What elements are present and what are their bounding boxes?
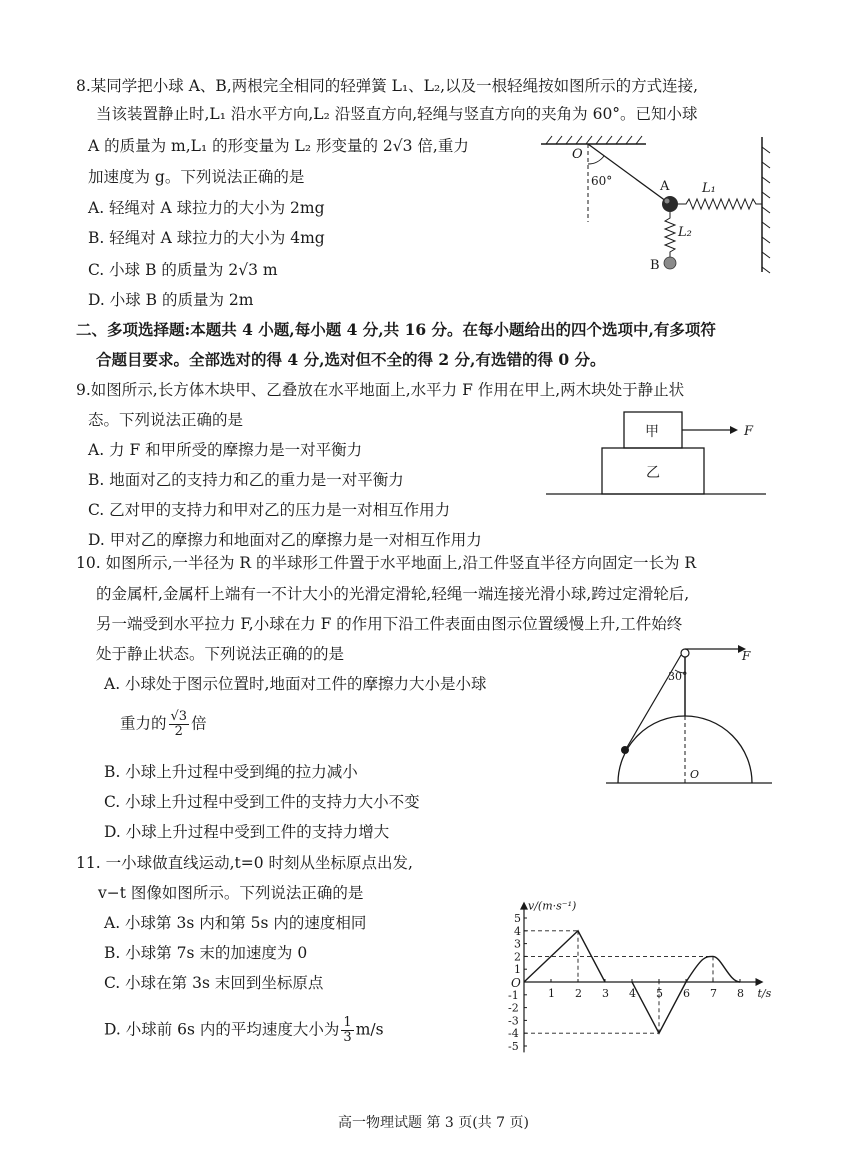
q8-stem-line4: 加速度为 g。下列说法正确的是 (88, 168, 305, 186)
q10-hemisphere-diagram (604, 640, 784, 790)
q9-fig-label-bottom-block: 乙 (646, 465, 660, 481)
x-axis-label: t/s (757, 987, 772, 1000)
q11-option-d-fraction (341, 1016, 353, 1045)
y-tick-label: -1 (508, 988, 519, 1002)
q8-fig-label-a: A (660, 179, 670, 194)
q10-option-d: D. 小球上升过程中受到工件的支持力增大 (104, 823, 390, 841)
q11-stem-line2: v−t 图像如图所示。下列说法正确的是 (98, 884, 364, 902)
origin-label: O (511, 976, 521, 990)
y-tick-label: -2 (508, 1001, 519, 1015)
y-tick-label: -4 (508, 1027, 519, 1041)
q10-option-c: C. 小球上升过程中受到工件的支持力大小不变 (104, 793, 420, 811)
y-axis-label: v/(m·s⁻¹) (528, 899, 577, 913)
q9-option-a: A. 力 F 和甲所受的摩擦力是一对平衡力 (88, 441, 363, 459)
q8-stem-line3: A 的质量为 m,L₁ 的形变量为 L₂ 形变量的 2√3 倍,重力 (88, 137, 469, 155)
q11-vt-chart (500, 852, 790, 1092)
q8-option-d: D. 小球 B 的质量为 2m (88, 291, 254, 309)
q9-stem-line1: 9.如图所示,长方体木块甲、乙叠放在水平地面上,水平力 F 作用在甲上,两木块处于静止状 (76, 381, 685, 399)
x-tick-label: 1 (548, 987, 555, 1000)
q10-option-a-line2 (120, 710, 207, 739)
q10-stem-line3: 另一端受到水平拉力 F,小球在力 F 的作用下沿工件表面由图示位置缓慢上升,工件始终 (96, 615, 683, 633)
q11-fraction-numerator: 1 (343, 1015, 352, 1030)
q10-stem-line2: 的金属杆,金属杆上端有一不计大小的光滑定滑轮,轻绳一端连接光滑小球,跨过定滑轮后, (96, 585, 690, 603)
q8-option-b: B. 轻绳对 A 球拉力的大小为 4mg (88, 229, 325, 247)
q10-fraction-denominator: 2 (174, 724, 183, 739)
x-tick-label: 6 (683, 987, 690, 1000)
q8-option-c: C. 小球 B 的质量为 2√3 m (88, 261, 278, 279)
x-tick-label: 2 (575, 987, 582, 1000)
q8-spring-diagram (536, 132, 776, 277)
q9-fig-label-top-block: 甲 (645, 424, 659, 440)
q8-option-a: A. 轻绳对 A 球拉力的大小为 2mg (88, 199, 325, 217)
series-segment-line (524, 931, 605, 982)
y-tick-label: -5 (508, 1040, 519, 1053)
y-tick-label: 3 (514, 937, 521, 951)
y-axis-arrow (520, 902, 528, 910)
y-tick-label: -3 (508, 1014, 519, 1028)
q9-option-d: D. 甲对乙的摩擦力和地面对乙的摩擦力是一对相互作用力 (88, 531, 482, 549)
x-axis-arrow (756, 978, 764, 986)
q10-fig-label-angle: 30° (668, 670, 688, 683)
q9-option-b: B. 地面对乙的支持力和乙的重力是一对平衡力 (88, 471, 404, 489)
q11-option-d-prefix: D. 小球前 6s 内的平均速度大小为 (104, 1020, 340, 1039)
q9-blocks-diagram (544, 408, 774, 498)
q8-stem-line2: 当该装置静止时,L₁ 沿水平方向,L₂ 沿竖直方向,轻绳与竖直方向的夹角为 60°。已知小球 (96, 105, 698, 123)
x-tick-label: 3 (602, 987, 609, 1000)
q10-stem-line1: 10. 如图所示,一半径为 R 的半球形工件置于水平地面上,沿工件竖直半径方向固定一长为 R (76, 554, 697, 572)
q11-option-c: C. 小球在第 3s 末回到坐标原点 (104, 974, 324, 992)
q9-fig-label-force: F (744, 424, 754, 439)
q10-stem-line4: 处于静止状态。下列说法正确的的是 (96, 645, 345, 663)
q11-option-b: B. 小球第 7s 末的加速度为 0 (104, 944, 308, 962)
q9-option-c: C. 乙对甲的支持力和甲对乙的压力是一对相互作用力 (88, 501, 451, 519)
q10-option-a-prefix: 重力的 (120, 714, 167, 733)
q10-option-b: B. 小球上升过程中受到绳的拉力减小 (104, 763, 358, 781)
x-tick-label: 5 (656, 987, 663, 1000)
q8-stem-line1: 8.某同学把小球 A、B,两根完全相同的轻弹簧 L₁、L₂,以及一根轻绳按如图所示的方式连接, (76, 77, 699, 95)
q8-fig-label-l1: L₁ (702, 181, 716, 196)
q10-option-a-fraction (169, 710, 190, 739)
q11-option-a: A. 小球第 3s 内和第 5s 内的速度相同 (104, 914, 367, 932)
q11-option-d-suffix: m/s (355, 1020, 384, 1039)
q10-option-a-suffix: 倍 (191, 714, 207, 733)
q11-option-d (104, 1016, 384, 1045)
y-tick-label: 4 (514, 924, 521, 938)
q9-stem-line2: 态。下列说法正确的是 (88, 411, 244, 429)
q8-fig-label-b: B (650, 258, 660, 273)
q11-stem-line1: 11. 一小球做直线运动,t=0 时刻从坐标原点出发, (76, 854, 413, 872)
q10-fraction-numerator: √3 (170, 709, 188, 724)
q8-fig-label-l2: L₂ (678, 225, 692, 240)
q10-fig-label-o: O (690, 768, 700, 781)
y-tick-label: 5 (514, 912, 521, 925)
x-tick-label: 4 (629, 987, 636, 1000)
y-tick-label: 1 (514, 963, 521, 977)
x-tick-label: 8 (737, 987, 744, 1000)
section2-header-line1: 二、多项选择题:本题共 4 小题,每小题 4 分,共 16 分。在每小题给出的四个选项中,有多项符 (76, 320, 716, 339)
q10-option-a-line1: A. 小球处于图示位置时,地面对工件的摩擦力大小是小球 (104, 675, 487, 693)
q11-fraction-denominator: 3 (343, 1030, 352, 1045)
page-footer: 高一物理试题 第 3 页(共 7 页) (338, 1115, 529, 1131)
q8-fig-label-angle: 60° (591, 174, 613, 188)
section2-header-line2: 合题目要求。全部选对的得 4 分,选对但不全的得 2 分,有选错的得 0 分。 (96, 350, 606, 369)
x-tick-label: 7 (710, 987, 717, 1000)
y-tick-label: 2 (514, 950, 521, 964)
q8-fig-label-o: O (572, 147, 583, 162)
q10-fig-label-force: F (742, 649, 751, 663)
